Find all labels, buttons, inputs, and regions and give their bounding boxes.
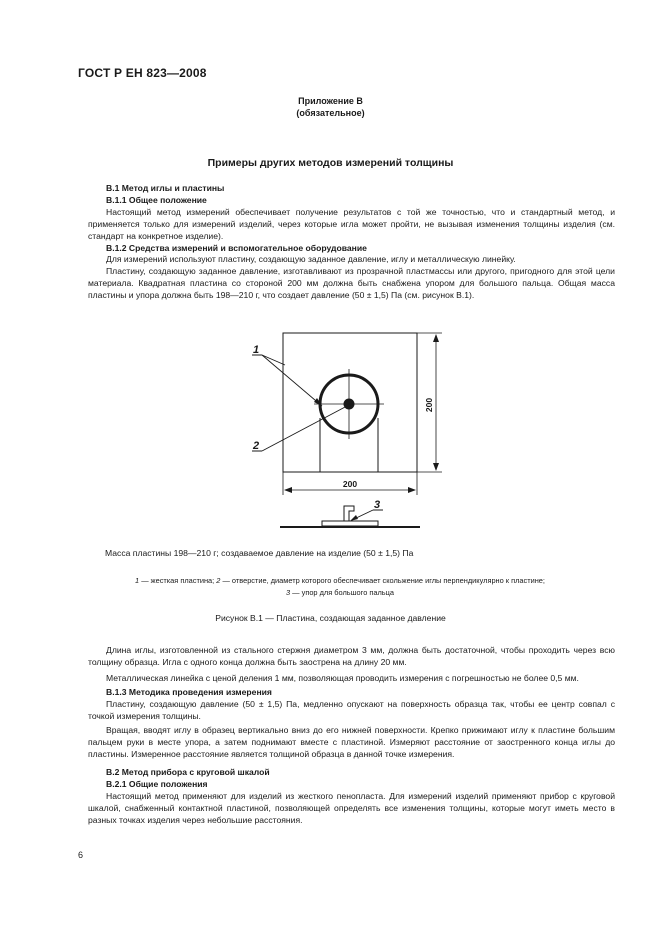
appendix-title: Приложение В (298, 96, 363, 106)
main-title: Примеры других методов измерений толщины (207, 157, 454, 169)
label-1: 1 (253, 344, 260, 356)
appendix-subtitle: (обязательное) (296, 108, 365, 118)
section-b11-paragraph: Настоящий метод измерений обеспечивает получение результатов с той же точностью, что и стандартный метод, и применяется только для измерений изделий, через которые игла может пройти, не вызывая изменения толщины изделия (см. стандарт на конкретное изделие). (88, 206, 615, 241)
leader-1-to-plate (262, 355, 285, 365)
dim-horizontal-value: 200 (342, 479, 358, 489)
legend-num-2: 2 (216, 576, 221, 585)
dim-vertical-value: 200 (424, 397, 434, 413)
label-3: 3 (374, 499, 381, 511)
section-b12-paragraph-1: Для измерений используют пластину, создающую заданное давление, иглу и металлическую линейку. (106, 254, 516, 265)
section-b21-paragraph: Настоящий метод применяют для изделий из жесткого пенопласта. Для измерений изделий применяют прибор с круговой шкалой, снабженный контактной пластиной, позволяющей определять все изменения толщины, которые могут иметь место в разных точках изделия через небольшие расстояния. (88, 790, 615, 825)
dim-v-arrow-bottom (433, 463, 439, 471)
section-b13-paragraph-2: Вращая, вводят иглу в образец вертикально вниз до его нижней поверхности. Крепко прижимают иглу к пластине большим пальцем руки в месте упора, а затем поднимают вместе с пластиной. Измеряют расстояние от заостренного конца иглы до пластины. Измеренное расстояние является толщиной образца в данной точке измерения. (88, 725, 615, 760)
section-b1-text (88, 183, 615, 302)
legend-line-1 (80, 575, 600, 587)
figure-legend (80, 575, 600, 599)
dim-h-arrow-left (284, 487, 292, 493)
section-b2-heading: В.2 Метод прибора с круговой шкалой (106, 767, 270, 778)
document-header: ГОСТ Р ЕН 823—2008 (78, 66, 207, 80)
after-figure-text (88, 645, 615, 827)
legend-text-1: — жесткая пластина; (139, 576, 217, 585)
legend-num-1: 1 (135, 576, 140, 585)
section-b13-paragraph-1: Пластину, создающую давление (50 ± 1,5) Па, медленно опускают на поверхность образца так, чтобы ее центр совпал с точкой измерения толщины. (88, 698, 615, 721)
needle-paragraph: Длина иглы, изготовленной из стального стержня диаметром 3 мм, должна быть достаточной, чтобы проходить через всю толщину образца. Игла с одного конца должна быть заострена на длину 20 мм. (88, 645, 615, 667)
section-b1-heading: В.1 Метод иглы и пластины (106, 183, 225, 193)
dim-v-arrow-top (433, 334, 439, 342)
legend-line-2 (80, 587, 600, 599)
section-b11-heading: В.1.1 Общее положение (106, 194, 207, 205)
section-b12-heading: В.1.2 Средства измерений и вспомогательное оборудование (106, 242, 367, 253)
page-number: 6 (78, 850, 84, 860)
section-b13-heading: В.1.3 Методика проведения измерения (106, 686, 272, 697)
legend-num-3: 3 (286, 588, 291, 597)
figure-caption: Рисунок В.1 — Пластина, создающая заданное давление (215, 613, 446, 623)
legend-text-3: — упор для большого пальца (290, 588, 394, 597)
label-2: 2 (253, 440, 260, 452)
legend-text-2: — отверстие, диаметр которого обеспечивает скольжение иглы перпендикулярно к пластине; (220, 576, 545, 585)
dim-h-arrow-right (408, 487, 416, 493)
section-b21-heading: В.2.1 Общие положения (106, 779, 208, 790)
section-b12-paragraph-2: Пластину, создающую заданное давление, изготавливают из прозрачной пластмассы или другого, пригодного для этой цели материала. Квадратная пластина со стороной 200 мм должна быть снабжена упором для большого пальца. Общая масса пластины и упора должна быть 198—210 г, что создает давление (50 ± 1,5) Па (см. рисунок В.1). (88, 266, 615, 301)
figure-b1-drawing (240, 325, 450, 540)
ruler-paragraph: Металлическая линейка с ценой деления 1 мм, позволяющая проводить измерения с погрешностью не более 0,5 мм. (106, 672, 579, 683)
side-view-base (322, 521, 378, 526)
figure-mass-note: Масса пластины 198—210 г; создаваемое давление на изделие (50 ± 1,5) Па (105, 548, 414, 558)
leader-3-arrowhead (350, 515, 358, 521)
leader-1-to-hole (262, 355, 322, 406)
